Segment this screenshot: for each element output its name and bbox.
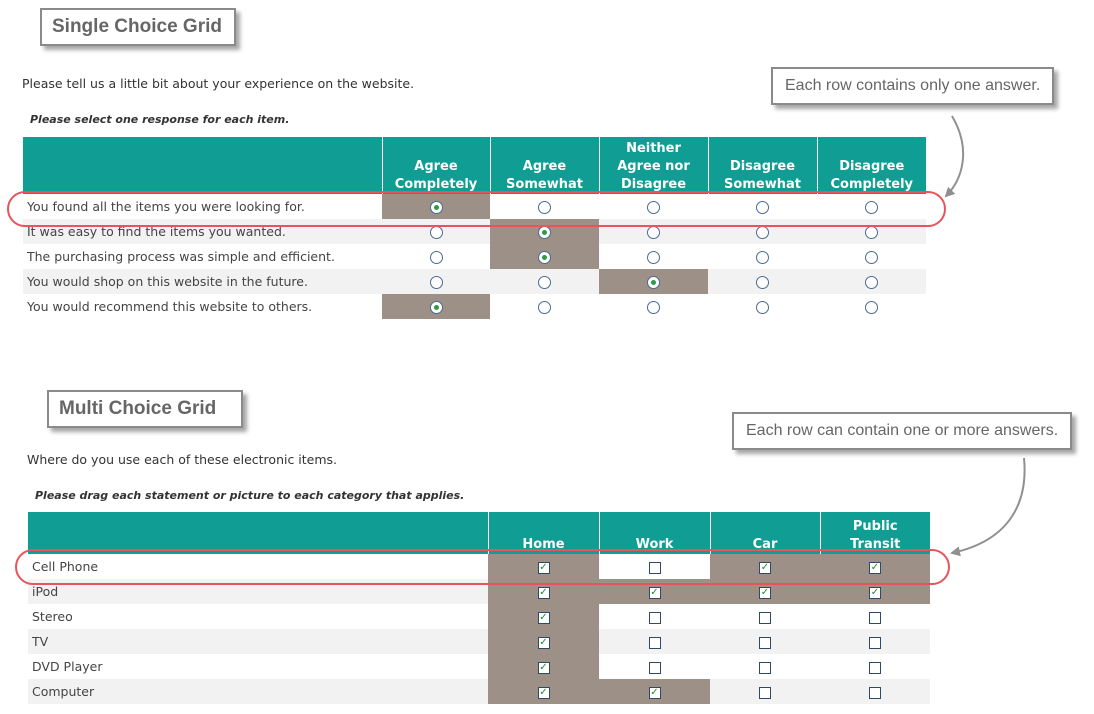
radio-button[interactable] bbox=[647, 301, 660, 314]
table-row bbox=[23, 219, 926, 244]
multi-choice-grid bbox=[28, 512, 930, 704]
table-row bbox=[28, 604, 930, 629]
row-label: You would recommend this website to others. bbox=[27, 299, 313, 314]
single-column-header bbox=[708, 137, 817, 194]
row-label: Computer bbox=[28, 679, 488, 704]
grid-cell[interactable] bbox=[599, 194, 708, 219]
grid-cell[interactable] bbox=[708, 294, 817, 319]
checkbox[interactable] bbox=[869, 637, 881, 649]
grid-cell[interactable] bbox=[817, 269, 926, 294]
radio-button[interactable] bbox=[538, 201, 551, 214]
table-row bbox=[23, 194, 926, 219]
multi-choice-note: Each row can contain one or more answers. bbox=[732, 412, 1072, 450]
grid-cell[interactable] bbox=[820, 654, 930, 679]
grid-cell[interactable] bbox=[599, 654, 710, 679]
grid-cell[interactable] bbox=[817, 244, 926, 269]
grid-cell[interactable] bbox=[488, 629, 599, 654]
single-column-header-line: Completely bbox=[394, 177, 478, 192]
grid-cell[interactable] bbox=[817, 294, 926, 319]
radio-button[interactable] bbox=[647, 201, 660, 214]
multi-header-row bbox=[28, 512, 930, 554]
checkbox[interactable]: ✓ bbox=[539, 561, 548, 573]
checkbox[interactable]: ✓ bbox=[539, 586, 548, 598]
grid-cell[interactable] bbox=[382, 219, 490, 244]
table-row bbox=[28, 554, 930, 579]
checkbox[interactable] bbox=[649, 612, 661, 624]
radio-button[interactable] bbox=[647, 276, 660, 289]
single-choice-note: Each row contains only one answer. bbox=[771, 67, 1054, 105]
grid-cell[interactable] bbox=[599, 219, 708, 244]
checkbox[interactable] bbox=[759, 687, 771, 699]
row-label: Cell Phone bbox=[32, 559, 99, 574]
single-note-arrow bbox=[946, 116, 963, 196]
grid-cell[interactable] bbox=[599, 294, 708, 319]
radio-button[interactable] bbox=[430, 276, 443, 289]
multi-column-header bbox=[488, 512, 599, 554]
checkbox[interactable] bbox=[759, 662, 771, 674]
grid-cell[interactable] bbox=[488, 554, 599, 579]
grid-cell[interactable] bbox=[490, 269, 599, 294]
radio-button[interactable] bbox=[430, 301, 443, 314]
multi-header-blank bbox=[28, 512, 488, 554]
grid-cell[interactable] bbox=[490, 194, 599, 219]
grid-cell[interactable] bbox=[710, 654, 820, 679]
radio-button[interactable] bbox=[865, 301, 878, 314]
radio-button[interactable] bbox=[538, 276, 551, 289]
grid-cell[interactable] bbox=[710, 679, 820, 704]
checkbox[interactable] bbox=[869, 687, 881, 699]
grid-cell[interactable] bbox=[710, 629, 820, 654]
grid-cell[interactable] bbox=[599, 244, 708, 269]
single-question-instruction: Please select one response for each item. bbox=[30, 113, 290, 126]
grid-cell[interactable] bbox=[382, 194, 490, 219]
checkbox[interactable]: ✓ bbox=[539, 636, 548, 648]
single-column-header bbox=[490, 137, 599, 194]
multi-column-header-line: Transit bbox=[850, 537, 901, 552]
grid-cell[interactable] bbox=[599, 629, 710, 654]
grid-cell[interactable] bbox=[488, 604, 599, 629]
grid-cell[interactable] bbox=[382, 269, 490, 294]
grid-cell[interactable] bbox=[710, 604, 820, 629]
checkbox[interactable]: ✓ bbox=[760, 586, 770, 598]
radio-button[interactable] bbox=[756, 226, 769, 239]
multi-column-header-line: Work bbox=[635, 537, 674, 552]
grid-cell[interactable] bbox=[820, 579, 930, 604]
multi-column-header bbox=[599, 512, 710, 554]
radio-button[interactable] bbox=[865, 226, 878, 239]
grid-cell[interactable] bbox=[382, 294, 490, 319]
grid-cell[interactable] bbox=[488, 579, 599, 604]
table-row bbox=[23, 294, 926, 319]
grid-cell[interactable] bbox=[599, 679, 710, 704]
single-header-blank bbox=[23, 137, 382, 194]
table-row bbox=[28, 579, 930, 604]
radio-button[interactable] bbox=[647, 226, 660, 239]
single-column-header bbox=[599, 137, 708, 194]
multi-note-arrow bbox=[952, 458, 1025, 553]
grid-cell[interactable] bbox=[490, 219, 599, 244]
grid-cell[interactable] bbox=[599, 604, 710, 629]
radio-button[interactable] bbox=[647, 251, 660, 264]
grid-cell[interactable] bbox=[820, 554, 930, 579]
checkbox[interactable] bbox=[759, 612, 771, 624]
table-row bbox=[28, 679, 930, 704]
grid-cell[interactable] bbox=[708, 269, 817, 294]
radio-button[interactable] bbox=[538, 251, 551, 264]
table-row bbox=[28, 629, 930, 654]
row-label: The purchasing process was simple and efficient. bbox=[27, 249, 335, 264]
checkbox[interactable]: ✓ bbox=[539, 686, 548, 698]
grid-cell[interactable] bbox=[708, 244, 817, 269]
grid-cell[interactable] bbox=[820, 679, 930, 704]
grid-cell[interactable] bbox=[817, 219, 926, 244]
checkbox[interactable] bbox=[869, 662, 881, 674]
checkbox[interactable]: ✓ bbox=[539, 611, 548, 623]
table-row bbox=[23, 269, 926, 294]
grid-cell[interactable] bbox=[490, 294, 599, 319]
radio-button[interactable] bbox=[538, 226, 551, 239]
checkbox[interactable]: ✓ bbox=[650, 686, 659, 698]
checkbox[interactable]: ✓ bbox=[650, 586, 659, 598]
single-column-header-line: Disagree bbox=[729, 159, 796, 174]
radio-button[interactable] bbox=[538, 301, 551, 314]
single-header-row bbox=[23, 137, 926, 194]
single-choice-grid bbox=[23, 137, 926, 319]
single-column-header-line: Somewhat bbox=[506, 177, 583, 192]
multi-column-header-line: Public bbox=[852, 519, 898, 534]
single-choice-title: Single Choice Grid bbox=[40, 8, 236, 46]
checkbox[interactable] bbox=[649, 662, 661, 674]
grid-cell[interactable] bbox=[817, 194, 926, 219]
row-label: iPod bbox=[28, 579, 488, 604]
radio-button[interactable] bbox=[865, 201, 878, 214]
table-row bbox=[23, 244, 926, 269]
single-column-header-line: Agree bbox=[522, 159, 567, 174]
radio-button[interactable] bbox=[756, 251, 769, 264]
checkbox[interactable]: ✓ bbox=[870, 561, 880, 573]
radio-button[interactable] bbox=[756, 276, 769, 289]
multi-column-header-line: Car bbox=[752, 537, 778, 552]
row-label: You found all the items you were looking for. bbox=[27, 199, 305, 214]
single-column-header-line: Completely bbox=[830, 177, 914, 192]
row-label: Stereo bbox=[32, 609, 73, 624]
single-column-header-line: Disagree bbox=[839, 159, 905, 174]
radio-button[interactable] bbox=[865, 251, 878, 264]
grid-cell[interactable] bbox=[820, 604, 930, 629]
checkbox[interactable] bbox=[869, 612, 881, 624]
grid-cell[interactable] bbox=[708, 219, 817, 244]
radio-button[interactable] bbox=[756, 201, 769, 214]
checkbox[interactable] bbox=[759, 637, 771, 649]
single-question-prompt: Please tell us a little bit about your experience on the website. bbox=[22, 76, 415, 91]
grid-cell[interactable] bbox=[599, 554, 710, 579]
checkbox[interactable] bbox=[649, 562, 661, 574]
multi-column-header bbox=[710, 512, 820, 554]
table-row bbox=[28, 654, 930, 679]
multi-column-header-line: Home bbox=[522, 537, 565, 552]
multi-question-instruction: Please drag each statement or picture to each category that applies. bbox=[35, 489, 465, 502]
grid-cell[interactable] bbox=[490, 244, 599, 269]
radio-button[interactable] bbox=[865, 276, 878, 289]
row-label: It was easy to find the items you wanted. bbox=[23, 219, 382, 244]
single-column-header-line: Agree nor bbox=[617, 159, 690, 174]
single-column-header bbox=[382, 137, 490, 194]
single-column-header-line: Somewhat bbox=[724, 177, 801, 192]
checkbox[interactable]: ✓ bbox=[870, 586, 880, 598]
single-column-header bbox=[817, 137, 926, 194]
row-label: DVD Player bbox=[32, 659, 103, 674]
radio-button[interactable] bbox=[430, 226, 443, 239]
grid-cell[interactable] bbox=[708, 194, 817, 219]
grid-cell[interactable] bbox=[488, 679, 599, 704]
grid-cell[interactable] bbox=[599, 579, 710, 604]
multi-choice-title: Multi Choice Grid bbox=[47, 390, 243, 428]
single-column-header-line: Agree bbox=[414, 159, 458, 174]
grid-cell[interactable] bbox=[599, 269, 708, 294]
row-label: TV bbox=[28, 629, 488, 654]
radio-button[interactable] bbox=[756, 301, 769, 314]
grid-cell[interactable] bbox=[710, 579, 820, 604]
radio-button[interactable] bbox=[430, 251, 443, 264]
checkbox[interactable]: ✓ bbox=[539, 661, 548, 673]
checkbox[interactable] bbox=[649, 637, 661, 649]
checkbox[interactable]: ✓ bbox=[760, 561, 770, 573]
grid-cell[interactable] bbox=[820, 629, 930, 654]
row-label: You would shop on this website in the future. bbox=[23, 269, 382, 294]
grid-cell[interactable] bbox=[488, 654, 599, 679]
radio-button[interactable] bbox=[430, 201, 443, 214]
single-column-header-line: Disagree bbox=[620, 177, 687, 192]
grid-cell[interactable] bbox=[710, 554, 820, 579]
multi-column-header bbox=[820, 512, 930, 554]
multi-question-prompt: Where do you use each of these electronic items. bbox=[27, 452, 338, 467]
grid-cell[interactable] bbox=[382, 244, 490, 269]
single-column-header-line: Neither bbox=[626, 141, 681, 156]
